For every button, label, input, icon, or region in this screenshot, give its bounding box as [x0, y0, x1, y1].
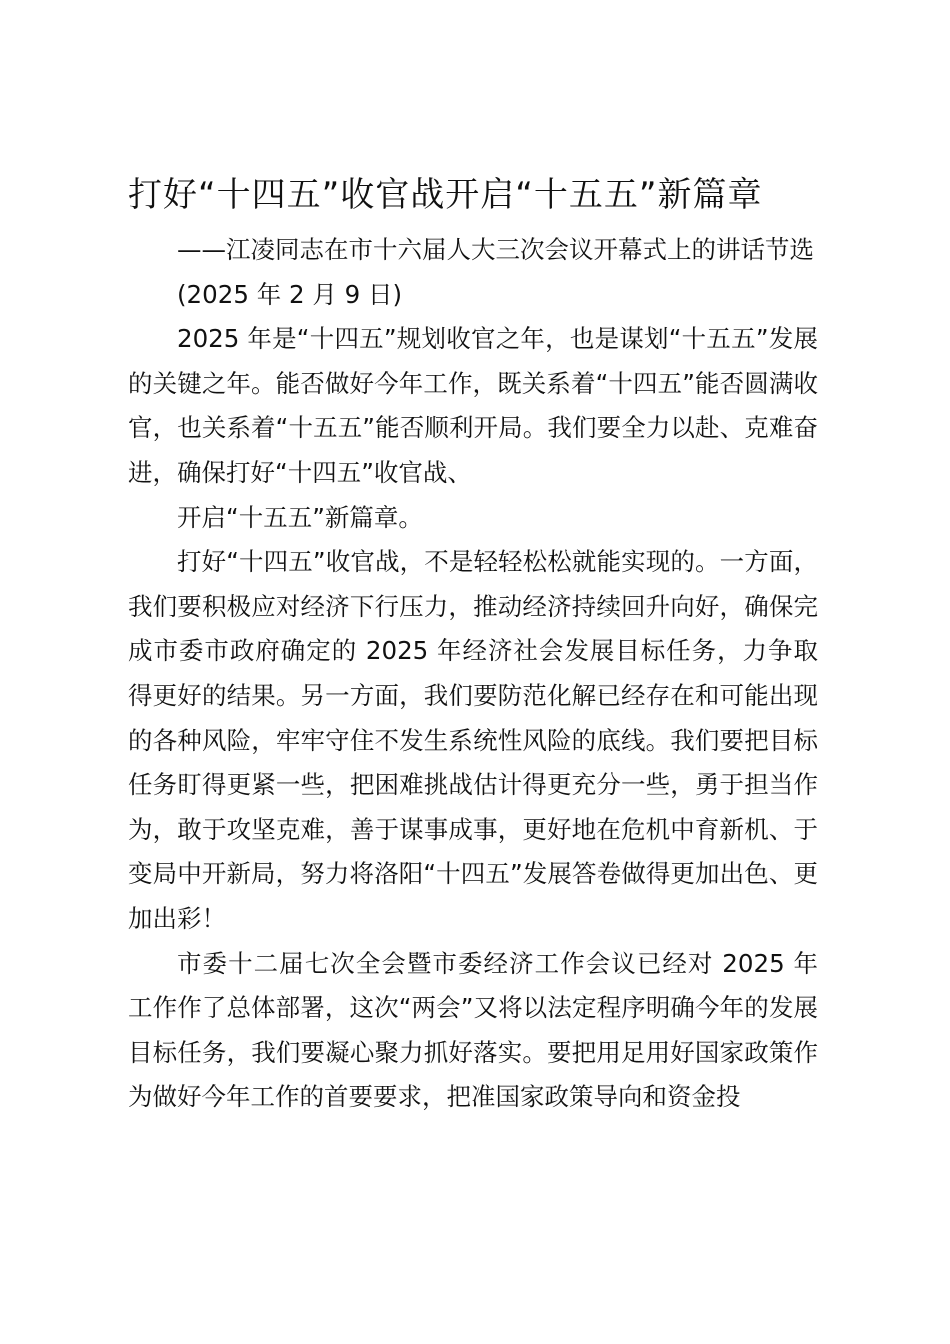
- paragraph-4: 市委十二届七次全会暨市委经济工作会议已经对 2025 年工作作了总体部署，这次“两会”又将以法定程序明确今年的发展目标任务，我们要凝心聚力抓好落实。要把用足用好国家政策作为做好今年工作的首要要求，把准国家政策导向和资金投: [128, 948, 818, 1112]
- document-body: [128, 228, 818, 1120]
- document-subtitle: ——江凌同志在市十六届人大三次会议开幕式上的讲话节选: [177, 235, 814, 264]
- paragraph-2: 开启“十五五”新篇章。: [177, 502, 423, 532]
- paragraph-3: 打好“十四五”收官战，不是轻轻松松就能实现的。一方面，我们要积极应对经济下行压力，推动经济持续回升向好，确保完成市委市政府确定的 2025 年经济社会发展目标任务，力争取得更好的结果。另一方面，我们要防范化解已经存在和可能出现的各种风险，牢牢守住不发生系统性风险的底线。我们要把目标任务盯得更紧一些，把困难挑战估计得更充分一些，勇于担当作为，敢于攻坚克难，善于谋事成事，更好地在危机中育新机、于变局中开新局，努力将洛阳“十四五”发展答卷做得更加出色、更加出彩！: [128, 547, 818, 933]
- document-date: (2025 年 2 月 9 日): [177, 279, 403, 309]
- document-title: 打好“十四五”收官战开启“十五五”新篇章: [128, 175, 763, 215]
- paragraph-1: 2025 年是“十四五”规划收官之年，也是谋划“十五五”发展的关键之年。能否做好今年工作，既关系着“十四五”能否圆满收官，也关系着“十五五”能否顺利开局。我们要全力以赴、克难奋进，确保打好“十四五”收官战、: [128, 324, 818, 487]
